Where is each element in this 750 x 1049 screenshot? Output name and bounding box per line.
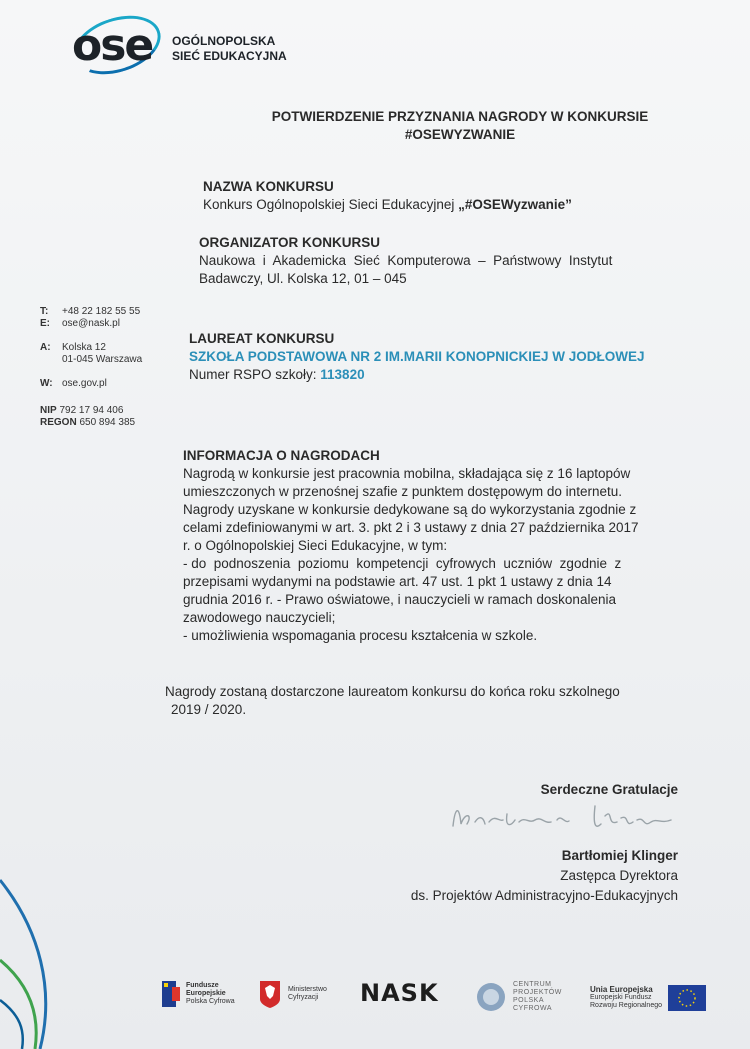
phone-value: +48 22 182 55 55 xyxy=(62,306,141,317)
phone-key: T: xyxy=(40,306,49,317)
footer-logos xyxy=(150,975,710,1035)
logo-word: ose xyxy=(72,20,153,71)
prize-heading: INFORMACJA O NAGRODACH xyxy=(183,448,380,463)
signatory-department: ds. Projektów Administracyjno-Edukacyjnych xyxy=(410,888,678,903)
prize-line: grudnia 2016 r. - Prawo oświatowe, i nauczycieli w ramach doskonalenia xyxy=(183,592,616,607)
logo-line-1: OGÓLNOPOLSKA xyxy=(172,34,276,48)
ose-logo-mark xyxy=(70,16,160,72)
rspo-value: 113820 xyxy=(320,367,365,382)
organizer-section xyxy=(199,234,689,288)
laureate-heading: LAUREAT KONKURSU xyxy=(189,331,335,346)
address-key: A: xyxy=(40,342,51,353)
ose-logo xyxy=(70,16,287,72)
document-title xyxy=(270,108,650,144)
delivery-line-1: Nagrody zostaną dostarczone laureatom konkursu do końca roku szkolnego xyxy=(165,684,620,699)
contest-section xyxy=(203,178,673,214)
laureate-school: SZKOŁA PODSTAWOWA NR 2 IM.MARII KONOPNICKIEJ W JODŁOWEJ xyxy=(189,349,645,364)
signatory xyxy=(411,846,678,906)
prize-line: Nagrodą w konkursie jest pracownia mobilna, składająca się z 16 laptopów xyxy=(183,466,631,481)
prize-line: zawodowego nauczycieli; xyxy=(183,610,336,625)
ministerstwo-cyfryzacji-logo: Ministerstwo Cyfryzacji xyxy=(258,979,327,1009)
contact-ids xyxy=(40,405,135,429)
nask-logo: NASK xyxy=(360,979,439,1007)
regon-value: 650 894 385 xyxy=(79,417,136,428)
laureate-section xyxy=(189,330,669,384)
prize-line: przepisami wydanymi na podstawie art. 47 ust. 1 pkt 1 ustawy z dnia 14 xyxy=(183,574,612,589)
eu-flag-icon xyxy=(668,985,706,1011)
contact-web xyxy=(40,378,107,390)
fe-stars-icon xyxy=(160,979,182,1009)
handwritten-signature xyxy=(445,794,685,844)
logo-line-2: SIEĆ EDUKACYJNA xyxy=(172,49,287,63)
address-line-1: Kolska 12 xyxy=(62,342,106,353)
email-value: ose@nask.pl xyxy=(62,318,120,329)
contact-phone-email xyxy=(40,306,140,330)
nip-value: 792 17 94 406 xyxy=(59,405,124,416)
greeting: Serdeczne Gratulacje xyxy=(540,782,678,797)
regon-key: REGON xyxy=(40,417,77,428)
eu-logo: Unia Europejska Europejski Fundusz Rozwoju Regionalnego xyxy=(590,985,706,1011)
prize-line: celami zdefiniowanymi w art. 3. pkt 2 i 3 ustawy z dnia 27 października 2017 xyxy=(183,520,639,535)
prize-line: - do podnoszenia poziomu kompetencji cyfrowych uczniów zgodnie z xyxy=(183,556,622,571)
delivery-line-2: 2019 / 2020. xyxy=(171,702,247,717)
rspo-line: Numer RSPO szkoły: 113820 xyxy=(189,367,365,382)
fundusze-europejskie-logo: Fundusze Europejskie Polska Cyfrowa xyxy=(160,979,235,1009)
prize-line: Nagrody uzyskane w konkursie dedykowane są do wykorzystania zgodnie z xyxy=(183,502,637,517)
organizer-heading: ORGANIZATOR KONKURSU xyxy=(199,235,380,250)
organizer-line-1: Naukowa i Akademicka Sieć Komputerowa – Państwowy Instytut xyxy=(199,253,613,268)
signatory-role: Zastępca Dyrektora xyxy=(560,868,678,883)
contest-name: Konkurs Ogólnopolskiej Sieci Edukacyjnej „#OSEWyzwanie” xyxy=(203,197,572,212)
prize-section xyxy=(183,447,683,645)
logo-text xyxy=(172,34,287,64)
contact-address xyxy=(40,342,142,366)
title-line-2: #OSEWYZWANIE xyxy=(404,127,516,142)
wave-dark-line xyxy=(0,1000,23,1049)
web-key: W: xyxy=(40,378,53,389)
address-line-2: 01-045 Warszawa xyxy=(62,354,143,365)
cppc-logo: CENTRUM PROJEKTÓW POLSKA CYFROWA xyxy=(475,981,562,1013)
web-value: ose.gov.pl xyxy=(62,378,107,389)
prize-line: r. o Ogólnopolskiej Sieci Edukacyjne, w tym: xyxy=(183,538,448,553)
prize-line: - umożliwienia wspomagania procesu kształcenia w szkole. xyxy=(183,628,538,643)
polish-eagle-icon xyxy=(258,979,282,1009)
contest-heading: NAZWA KONKURSU xyxy=(203,179,334,194)
prize-line: umieszczonych w przenośnej szafie z punktem dostępowym do internetu. xyxy=(183,484,622,499)
signatory-name: Bartłomiej Klinger xyxy=(561,848,678,863)
title-line-1: POTWIERDZENIE PRZYZNANIA NAGRODY W KONKURSIE xyxy=(271,109,649,124)
delivery-note xyxy=(165,683,685,719)
nip-key: NIP xyxy=(40,405,57,416)
organizer-line-2: Badawczy, Ul. Kolska 12, 01 – 045 xyxy=(199,271,407,286)
email-key: E: xyxy=(40,318,50,329)
cppc-emblem-icon xyxy=(475,981,507,1013)
